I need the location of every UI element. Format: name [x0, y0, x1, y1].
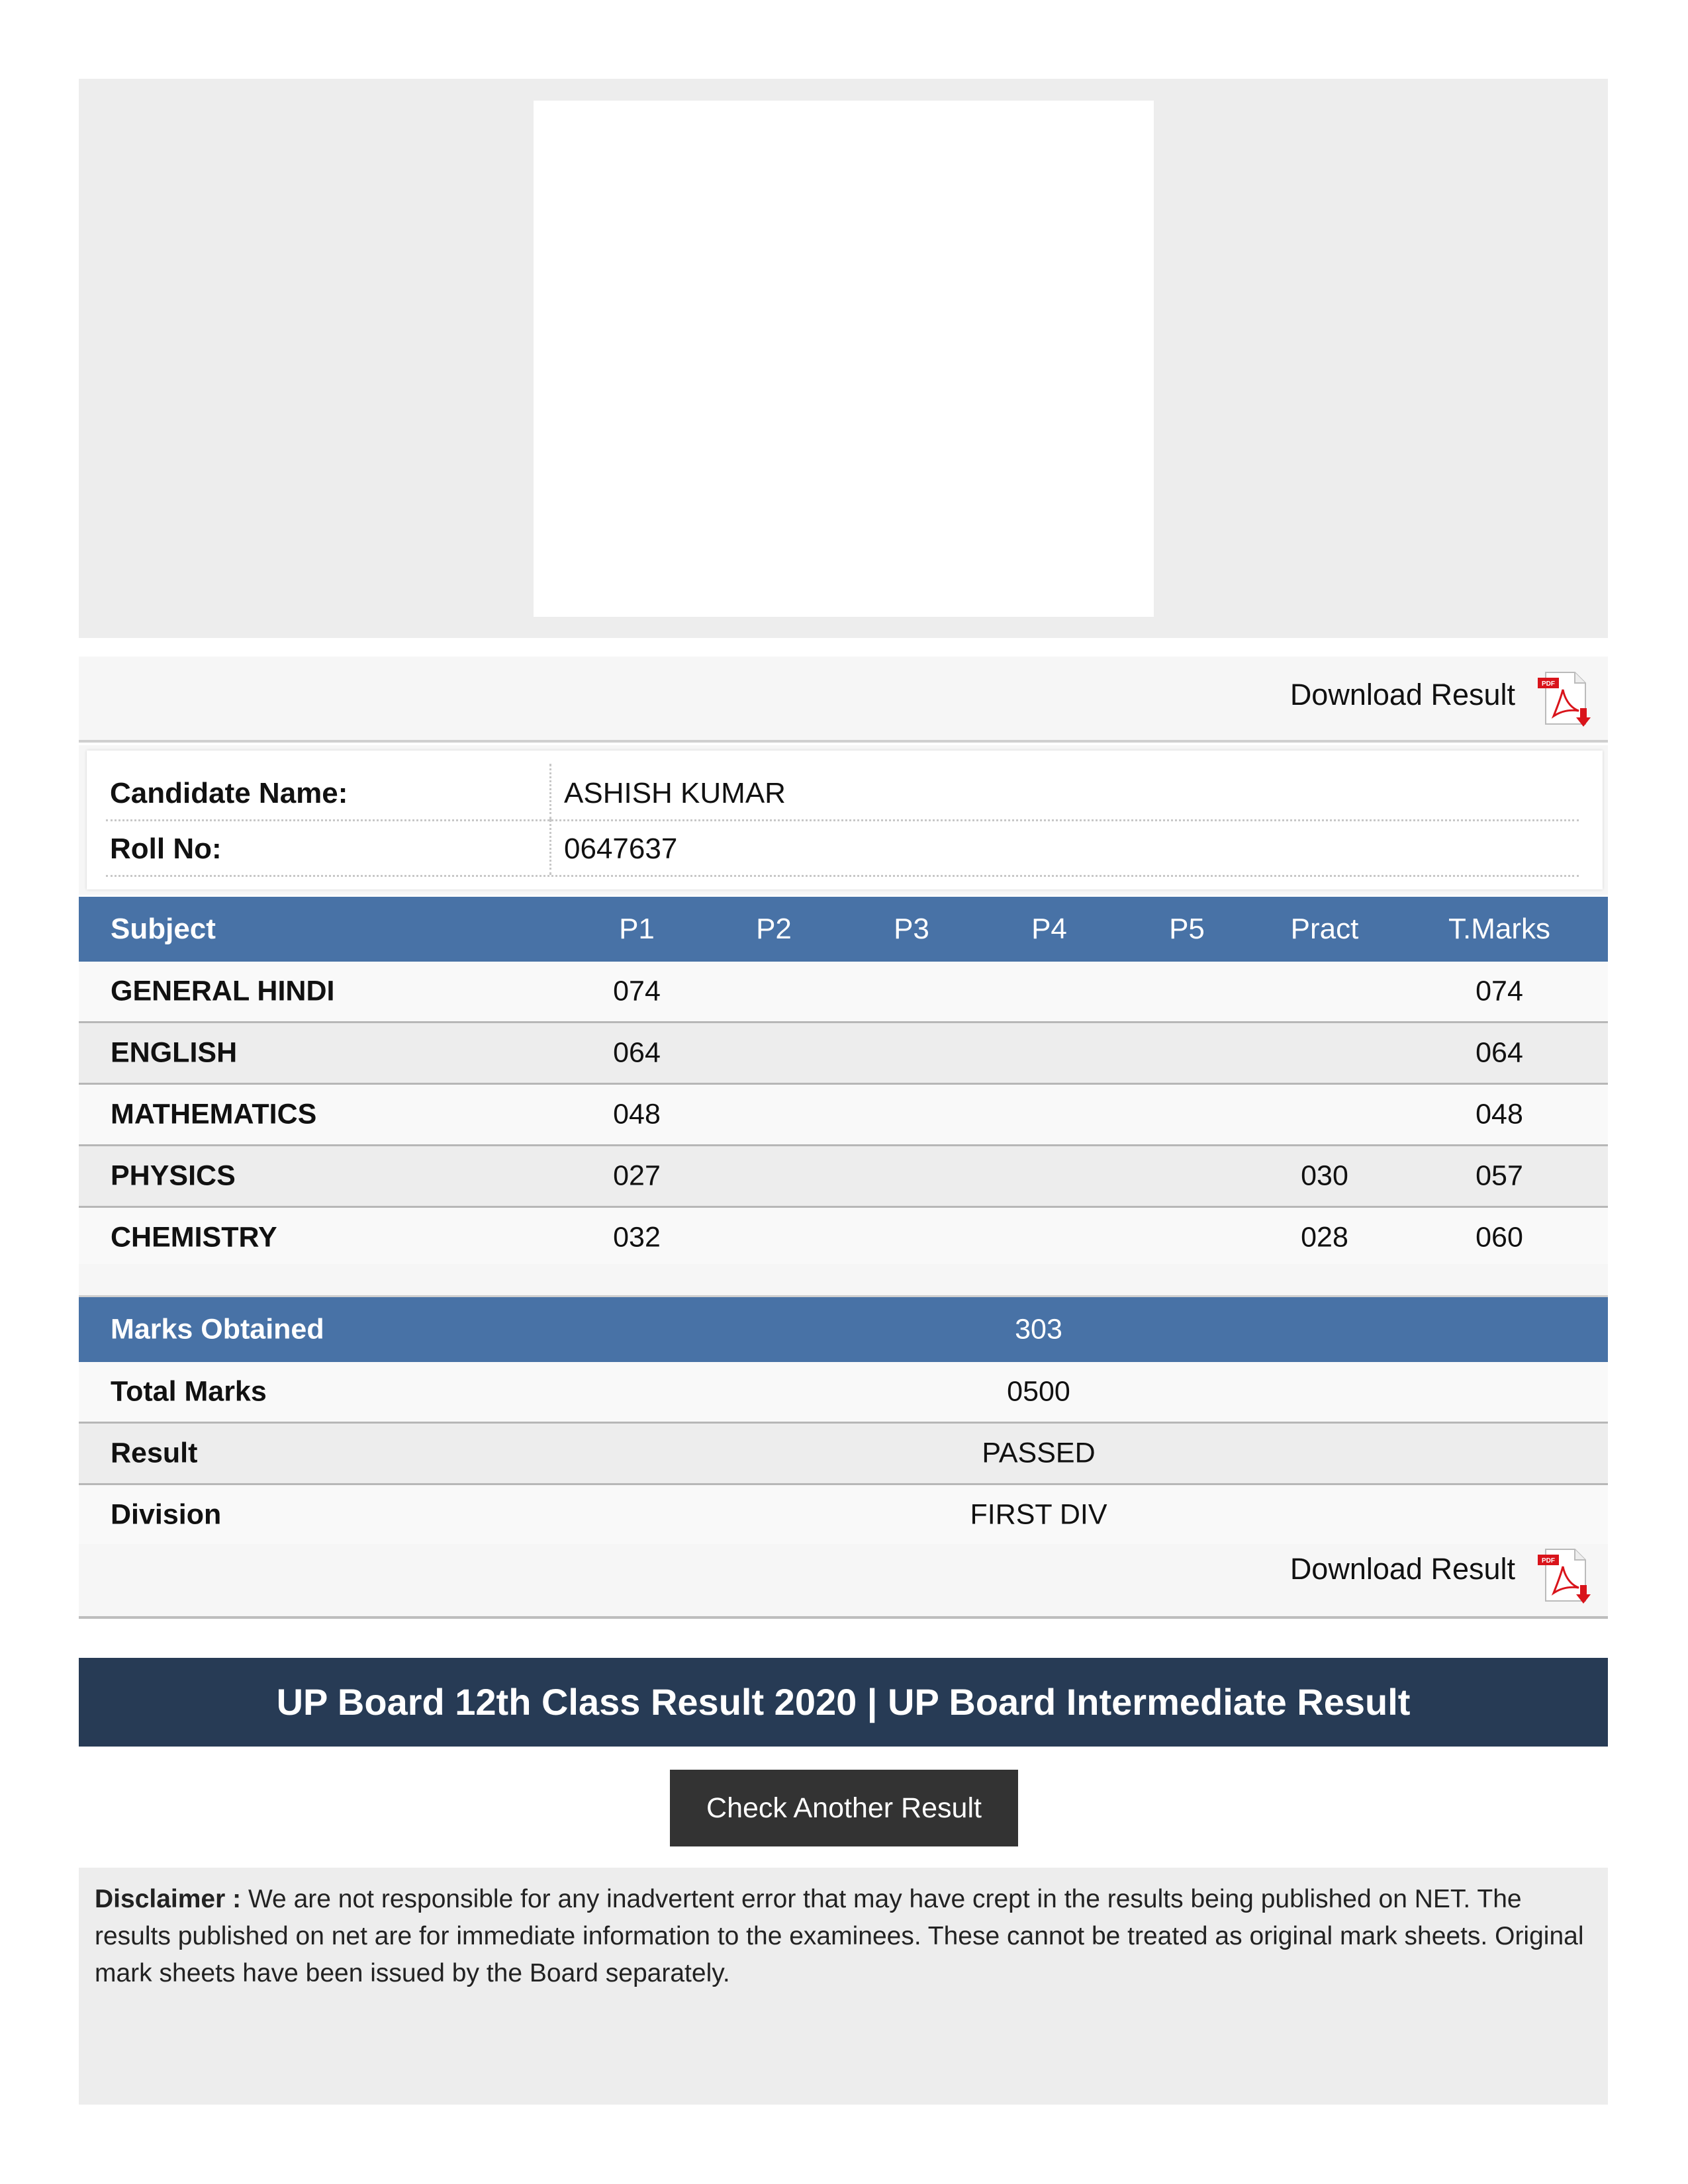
pract-cell: 030	[1301, 1160, 1348, 1192]
p1-cell: 074	[613, 975, 661, 1007]
disclaimer-text: We are not responsible for any inadvertent error that may have crept in the results being published on NET. The results published on net are for immediate information to the examinees. These cannot be treated as original mark sheets. Original mark sheets have been issued by the Board separately.	[95, 1885, 1584, 1987]
table-row	[79, 1085, 1608, 1146]
download-result-link[interactable]: Download Result	[1289, 1552, 1515, 1586]
pract-cell: 028	[1301, 1221, 1348, 1253]
candidate-name-row	[106, 764, 1579, 821]
subject-cell: CHEMISTRY	[111, 1221, 277, 1253]
header-p3: P3	[894, 913, 929, 945]
total-marks-label: Total Marks	[111, 1375, 267, 1408]
table-row	[79, 1146, 1608, 1208]
pdf-download-icon[interactable]	[1535, 670, 1596, 731]
marks-table	[79, 897, 1608, 1269]
marks-table-header	[79, 897, 1608, 962]
subject-cell: GENERAL HINDI	[111, 975, 335, 1007]
roll-no-label: Roll No:	[110, 833, 222, 865]
subject-cell: ENGLISH	[111, 1036, 238, 1069]
column-divider	[549, 764, 551, 819]
download-bar-bottom	[79, 1544, 1608, 1619]
summary-table	[79, 1297, 1608, 1547]
header-p2: P2	[756, 913, 792, 945]
result-label: Result	[111, 1437, 198, 1469]
header-total-marks: T.Marks	[1448, 913, 1550, 945]
result-value: PASSED	[982, 1437, 1096, 1469]
division-value: FIRST DIV	[970, 1498, 1107, 1531]
svg-text:PDF: PDF	[1542, 680, 1555, 688]
subject-cell: MATHEMATICS	[111, 1098, 317, 1130]
table-row	[79, 1023, 1608, 1085]
disclaimer-box	[79, 1868, 1608, 2105]
pdf-download-icon[interactable]	[1535, 1547, 1596, 1608]
header-pract: Pract	[1290, 913, 1359, 945]
marks-obtained-row	[79, 1297, 1608, 1362]
division-label: Division	[111, 1498, 222, 1531]
download-result-link[interactable]: Download Result	[1289, 678, 1515, 711]
header-p5: P5	[1169, 913, 1205, 945]
total-cell: 057	[1476, 1160, 1523, 1192]
header-p4: P4	[1031, 913, 1067, 945]
check-another-result-button[interactable]: Check Another Result	[670, 1770, 1018, 1846]
candidate-name-label: Candidate Name:	[110, 777, 348, 809]
p1-cell: 064	[613, 1036, 661, 1069]
header-p1: P1	[619, 913, 655, 945]
table-row	[79, 1208, 1608, 1269]
result-title-bar: UP Board 12th Class Result 2020 | UP Board Intermediate Result	[79, 1658, 1608, 1747]
ad-placeholder	[534, 101, 1154, 617]
p1-cell: 027	[613, 1160, 661, 1192]
svg-text:PDF: PDF	[1542, 1557, 1555, 1565]
candidate-name-value: ASHISH KUMAR	[564, 777, 786, 809]
roll-no-row	[106, 819, 1579, 877]
total-marks-value: 0500	[1007, 1375, 1070, 1408]
header-subject: Subject	[111, 913, 216, 945]
total-cell: 064	[1476, 1036, 1523, 1069]
table-row	[79, 962, 1608, 1023]
download-bar-top	[79, 657, 1608, 743]
total-cell: 074	[1476, 975, 1523, 1007]
table-spacer	[79, 1264, 1608, 1297]
total-cell: 060	[1476, 1221, 1523, 1253]
roll-no-value: 0647637	[564, 833, 678, 865]
column-divider	[549, 819, 551, 875]
p1-cell: 048	[613, 1098, 661, 1130]
marks-obtained-value: 303	[1015, 1313, 1062, 1345]
p1-cell: 032	[613, 1221, 661, 1253]
total-marks-row	[79, 1362, 1608, 1424]
total-cell: 048	[1476, 1098, 1523, 1130]
result-row	[79, 1424, 1608, 1485]
division-row	[79, 1485, 1608, 1547]
subject-cell: PHYSICS	[111, 1160, 236, 1192]
marks-obtained-label: Marks Obtained	[111, 1313, 324, 1345]
disclaimer-label: Disclaimer :	[95, 1885, 242, 1913]
